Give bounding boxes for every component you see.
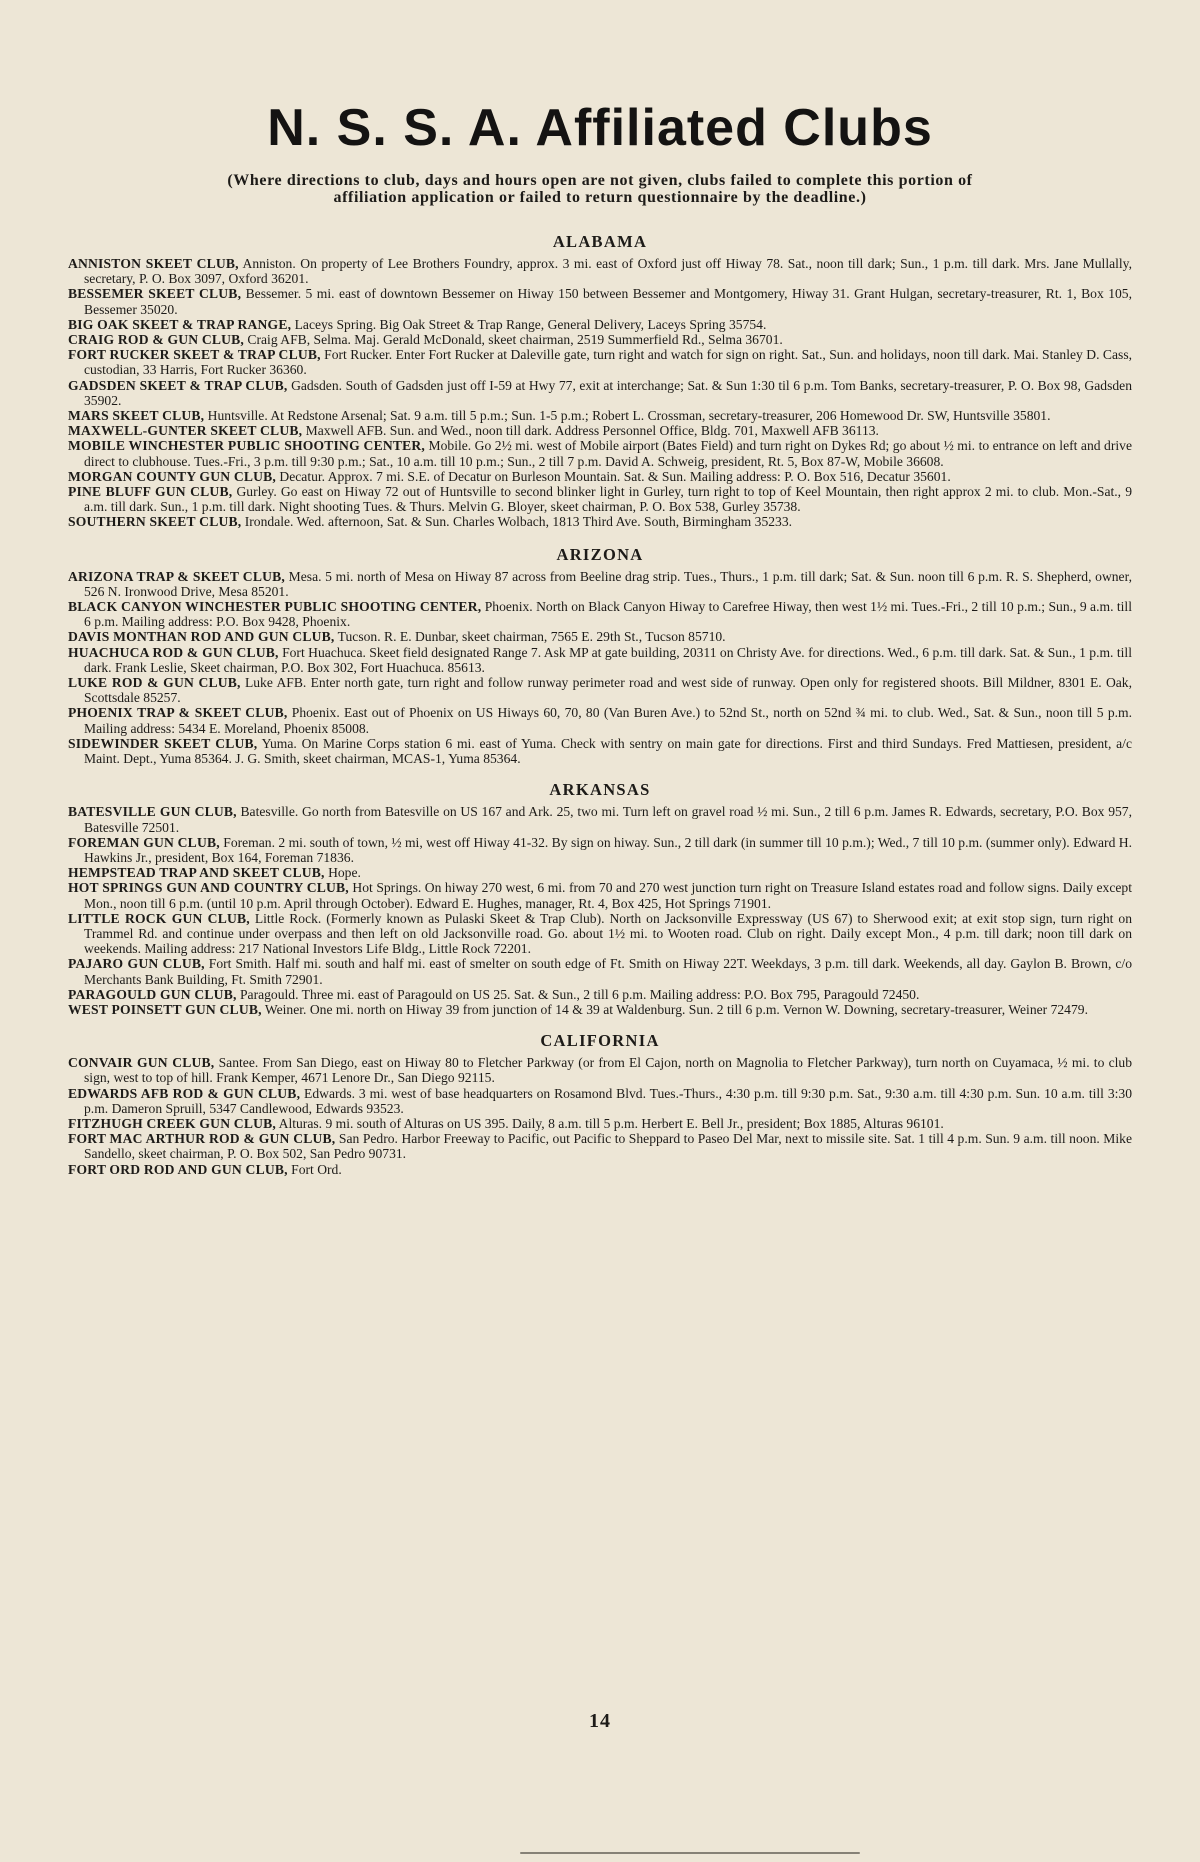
- club-details: Huntsville. At Redstone Arsenal; Sat. 9 a.m. till 5 p.m.; Sun. 1-5 p.m.; Robert L. Crossman, secretary-treasurer, 206 Homewood Dr. SW, Huntsville 35801.: [204, 408, 1051, 424]
- club-details: Hot Springs. On hiway 270 west, 6 mi. from 70 and 270 west junction turn right on Treasure Island estates road and follow signs. Daily except Mon., noon till 6 p.m. (until 10 p.m. April through October). Edward E. Hughes, manager, Rt. 4, Box 425, Hot Springs 71901.: [84, 880, 1132, 911]
- club-entry: [68, 423, 1132, 438]
- club-details: Fort Rucker. Enter Fort Rucker at Daleville gate, turn right and watch for sign on right. Sat., Sun. and holidays, noon till dark. Mai. Stanley D. Cass, custodian, 33 Harris, Fort Rucker 36360.: [84, 347, 1133, 378]
- club-list: [68, 804, 1132, 1017]
- club-details: Irondale. Wed. afternoon, Sat. & Sun. Charles Wolbach, 1813 Third Ave. South, Birmingham 35233.: [241, 514, 793, 530]
- club-list: [68, 256, 1132, 530]
- club-entry: [68, 645, 1132, 675]
- club-details: Laceys Spring. Big Oak Street & Trap Range, General Delivery, Laceys Spring 35754.: [291, 316, 767, 332]
- club-entry: [68, 408, 1132, 423]
- club-entry: [68, 569, 1132, 599]
- club-entry: [68, 256, 1132, 286]
- club-name: BLACK CANYON WINCHESTER PUBLIC SHOOTING CENTER,: [68, 599, 482, 615]
- state-section: [68, 780, 1132, 1017]
- club-name: FORT RUCKER SKEET & TRAP CLUB,: [68, 347, 321, 363]
- page-title: N. S. S. A. Affiliated Clubs: [267, 99, 933, 157]
- club-entry: [68, 705, 1132, 735]
- club-entry: [68, 378, 1132, 408]
- club-name: PARAGOULD GUN CLUB,: [68, 986, 237, 1002]
- club-name: HEMPSTEAD TRAP AND SKEET CLUB,: [68, 865, 325, 881]
- club-entry: [68, 1086, 1132, 1116]
- club-entry: [68, 1162, 1132, 1177]
- club-details: Phoenix. North on Black Canyon Hiway to Carefree Hiway, then west 1½ mi. Tues.-Fri., 2 till 10 p.m.; Sun., 9 a.m. till 6 p.m. Mailing address: P.O. Box 9428, Phoenix.: [84, 599, 1132, 630]
- state-section: [68, 232, 1132, 530]
- club-details: Fort Ord.: [287, 1161, 342, 1177]
- club-name: ARIZONA TRAP & SKEET CLUB,: [68, 568, 285, 584]
- club-entry: [68, 286, 1132, 316]
- state-heading: ARIZONA: [556, 544, 644, 564]
- club-entry: [68, 1002, 1132, 1017]
- club-name: MOBILE WINCHESTER PUBLIC SHOOTING CENTER,: [68, 438, 425, 454]
- club-name: PAJARO GUN CLUB,: [68, 956, 205, 972]
- club-entry: [68, 332, 1132, 347]
- club-details: Santee. From San Diego, east on Hiway 80 to Fletcher Parkway (or from El Cajon, north on Magnolia to Fletcher Parkway), turn north on Cuyamaca, ½ mi. to club sign, west to top of hill. Frank Kemper, 4671 Lenore Dr., San Diego 92115.: [84, 1055, 1132, 1086]
- club-details: Gurley. Go east on Hiway 72 out of Huntsville to second blinker light in Gurley, turn right to top of Keel Mountain, then right approx 2 mi. to club. Mon.-Sat., 9 a.m. till dark. Sun., 1 p.m. till dark. Night shooting Tues. & Thurs. Melvin G. Bloyer, skeet chairman, P. O. Box 538, Gurley 35738.: [84, 484, 1132, 515]
- club-name: FOREMAN GUN CLUB,: [68, 834, 220, 850]
- club-entry: [68, 629, 1132, 644]
- club-entry: [68, 347, 1132, 377]
- state-heading: ALABAMA: [552, 232, 648, 251]
- club-details: Hope.: [324, 865, 361, 881]
- club-name: HUACHUCA ROD & GUN CLUB,: [68, 644, 279, 660]
- club-details: Edwards. 3 mi. west of base headquarters on Rosamond Blvd. Tues.-Thurs., 4:30 p.m. till 9:30 p.m. Sat., 9:30 a.m. till 4:30 p.m. Sun. 10 a.m. till 3:30 p.m. Dameron Spruill, 5347 Candlewood, Edwards 93523.: [84, 1085, 1132, 1116]
- club-details: Paragould. Three mi. east of Paragould on US 25. Sat. & Sun., 2 till 6 p.m. Mailing address: P.O. Box 795, Paragould 72450.: [236, 986, 920, 1002]
- state-section: [68, 1031, 1132, 1177]
- club-name: BESSEMER SKEET CLUB,: [68, 286, 242, 302]
- club-entry: [68, 987, 1132, 1002]
- club-name: ANNISTON SKEET CLUB,: [68, 256, 239, 271]
- club-entry: [68, 1131, 1132, 1161]
- club-name: MARS SKEET CLUB,: [68, 408, 205, 424]
- state-heading: CALIFORNIA: [540, 1031, 660, 1051]
- club-name: WEST POINSETT GUN CLUB,: [68, 1001, 262, 1017]
- club-name: SOUTHERN SKEET CLUB,: [68, 514, 242, 530]
- club-details: Craig AFB, Selma. Maj. Gerald McDonald, skeet chairman, 2519 Summerfield Rd., Selma 36701.: [244, 332, 783, 348]
- state-section: [68, 545, 1132, 767]
- club-entry: [68, 1055, 1132, 1085]
- club-details: Mobile. Go 2½ mi. west of Mobile airport (Bates Field) and turn right on Dykes Rd; go about ½ mi. to entrance on left and drive direct to clubhouse. Tues.-Fri., 3 p.m. till 9:30 p.m.; Sat., 10 a.m. till 10 p.m.; Sun., 2 till 7 p.m. David A. Schweig, president, Rt. 5, Box 87-W, Mobile 36608.: [84, 438, 1132, 469]
- club-name: CONVAIR GUN CLUB,: [68, 1055, 215, 1071]
- club-details: Mesa. 5 mi. north of Mesa on Hiway 87 across from Beeline drag strip. Tues., Thurs., 1 p.m. till dark; Sat. & Sun. noon till 6 p.m. R. S. Shepherd, owner, 526 N. Ironwood Drive, Mesa 85201.: [84, 568, 1132, 599]
- club-name: DAVIS MONTHAN ROD AND GUN CLUB,: [68, 629, 335, 645]
- club-name: FITZHUGH CREEK GUN CLUB,: [68, 1115, 276, 1131]
- club-name: PHOENIX TRAP & SKEET CLUB,: [68, 705, 288, 721]
- club-details: Tucson. R. E. Dunbar, skeet chairman, 7565 E. 29th St., Tucson 85710.: [334, 629, 726, 645]
- club-details: Decatur. Approx. 7 mi. S.E. of Decatur on Burleson Mountain. Sat. & Sun. Mailing address: P. O. Box 516, Decatur 35601.: [276, 468, 951, 484]
- scan-edge-line: [520, 1852, 860, 1854]
- club-name: BATESVILLE GUN CLUB,: [68, 804, 237, 820]
- club-details: Batesville. Go north from Batesville on US 167 and Ark. 25, two mi. Turn left on gravel road ½ mi. Sun., 2 till 6 p.m. James R. Edwards, secretary, P.O. Box 957, Batesville 72501.: [84, 804, 1132, 835]
- club-entry: [68, 956, 1132, 986]
- club-name: FORT MAC ARTHUR ROD & GUN CLUB,: [68, 1131, 336, 1147]
- club-details: Luke AFB. Enter north gate, turn right and follow runway perimeter road and west side of runway. Open only for registered shoots. Bill Mildner, 8301 E. Oak, Scottsdale 85257.: [84, 675, 1132, 706]
- club-details: Gadsden. South of Gadsden just off I-59 at Hwy 77, exit at interchange; Sat. & Sun 1:30 til 6 p.m. Tom Banks, secretary-treasurer, P. O. Box 98, Gadsden 35902.: [84, 377, 1132, 408]
- club-name: MAXWELL-GUNTER SKEET CLUB,: [68, 423, 303, 439]
- club-list: [68, 569, 1132, 767]
- club-list: [68, 1055, 1132, 1177]
- club-entry: [68, 599, 1132, 629]
- club-name: CRAIG ROD & GUN CLUB,: [68, 332, 245, 348]
- club-name: FORT ORD ROD AND GUN CLUB,: [68, 1161, 288, 1177]
- club-details: Phoenix. East out of Phoenix on US Hiways 60, 70, 80 (Van Buren Ave.) to 52nd St., north on 52nd ¾ mi. to club. Wed., Sat. & Sun., noon till 5 p.m. Mailing address: 5434 E. Moreland, Phoenix 85008.: [84, 705, 1132, 736]
- club-details: Alturas. 9 mi. south of Alturas on US 395. Daily, 8 a.m. till 5 p.m. Herbert E. Bell Jr., president; Box 1885, Alturas 96101.: [275, 1115, 944, 1131]
- club-name: HOT SPRINGS GUN AND COUNTRY CLUB,: [68, 880, 349, 896]
- club-entry: [68, 675, 1132, 705]
- club-name: MORGAN COUNTY GUN CLUB,: [68, 468, 277, 484]
- club-details: Fort Huachuca. Skeet field designated Range 7. Ask MP at gate building, 20311 on Christy Ave. for directions. Wed., 6 p.m. till dark. Sat. & Sun., 1 p.m. till dark. Frank Leslie, Skeet chairman, P.O. Box 302, Fort Huachuca. 85613.: [84, 644, 1132, 675]
- club-details: Anniston. On property of Lee Brothers Foundry, approx. 3 mi. east of Oxford just off Hiway 78. Sat., noon till dark; Sun., 1 p.m. till dark. Mrs. Jane Mullally, secretary, P. O. Box 3097, Oxford 36201.: [84, 256, 1132, 287]
- club-entry: [68, 804, 1132, 834]
- club-entry: [68, 736, 1132, 766]
- club-entry: [68, 911, 1132, 957]
- club-name: BIG OAK SKEET & TRAP RANGE,: [68, 316, 292, 332]
- club-name: LITTLE ROCK GUN CLUB,: [68, 910, 250, 926]
- club-details: Little Rock. (Formerly known as Pulaski Skeet & Trap Club). North on Jacksonville Expressway (US 67) to Sherwood exit; at exit stop sign, turn right on Trammel Rd. and continue under overpass and then left on old Jacksonville road. Go. about 1½ mi. to Wooten road. Club on right. Daily except Mon., 4 p.m. till dark; noon till dark on weekends. Mailing address: 217 National Investors Life Bldg., Little Rock 72201.: [84, 910, 1132, 957]
- club-entry: [68, 469, 1132, 484]
- club-details: Bessemer. 5 mi. east of downtown Bessemer on Hiway 150 between Bessemer and Montgomery, Hiway 31. Grant Hulgan, secretary-treasurer, Rt. 1, Box 105, Bessemer 35020.: [84, 286, 1132, 317]
- club-entry: [68, 880, 1132, 910]
- club-entry: [68, 1116, 1132, 1131]
- club-details: Yuma. On Marine Corps station 6 mi. east of Yuma. Check with sentry on main gate for directions. First and third Sundays. Fred Mattiesen, president, a/c Maint. Dept., Yuma 85364. J. G. Smith, skeet chairman, MCAS-1, Yuma 85364.: [84, 735, 1132, 767]
- club-entry: [68, 438, 1132, 468]
- page-subtitle: (Where directions to club, days and hours open are not given, clubs failed to complete this portion of affiliation application or failed to return questionnaire by the deadline.): [227, 172, 973, 206]
- club-entry: [68, 484, 1132, 514]
- club-details: Foreman. 2 mi. south of town, ½ mi, west off Hiway 41-32. By sign on hiway. Sun., 2 till dark (in summer till 10 p.m.); Wed., 7 till 10 p.m. (summer only). Edward H. Hawkins Jr., president, Box 164, Foreman 71836.: [84, 834, 1133, 865]
- club-name: GADSDEN SKEET & TRAP CLUB,: [68, 377, 288, 393]
- club-details: Fort Smith. Half mi. south and half mi. east of smelter on south edge of Ft. Smith on Hiway 22T. Weekdays, 3 p.m. till dark. Weekends, all day. Gaylon B. Brown, c/o Merchants Bank Building, Ft. Smith 72901.: [84, 956, 1132, 987]
- club-name: SIDEWINDER SKEET CLUB,: [68, 735, 258, 751]
- page-number: 14: [589, 1710, 611, 1732]
- state-sections: [68, 232, 1132, 1177]
- club-entry: [68, 865, 1132, 880]
- club-details: Maxwell AFB. Sun. and Wed., noon till dark. Address Personnel Office, Bldg. 701, Maxwell AFB 36113.: [302, 423, 879, 439]
- club-entry: [68, 835, 1132, 865]
- club-details: San Pedro. Harbor Freeway to Pacific, out Pacific to Sheppard to Paseo Del Mar, next to missile site. Sat. 1 till 4 p.m. Sun. 9 a.m. till noon. Mike Sandello, skeet chairman, P. O. Box 502, San Pedro 90731.: [84, 1131, 1132, 1162]
- club-name: EDWARDS AFB ROD & GUN CLUB,: [68, 1085, 301, 1101]
- club-entry: [68, 514, 1132, 529]
- club-name: LUKE ROD & GUN CLUB,: [68, 675, 241, 691]
- club-name: PINE BLUFF GUN CLUB,: [68, 484, 233, 500]
- state-heading: ARKANSAS: [549, 780, 651, 800]
- club-details: Weiner. One mi. north on Hiway 39 from junction of 14 & 39 at Waldenburg. Sun. 2 till 6 p.m. Vernon W. Downing, secretary-treasurer, Weiner 72479.: [261, 1001, 1088, 1017]
- club-entry: [68, 317, 1132, 332]
